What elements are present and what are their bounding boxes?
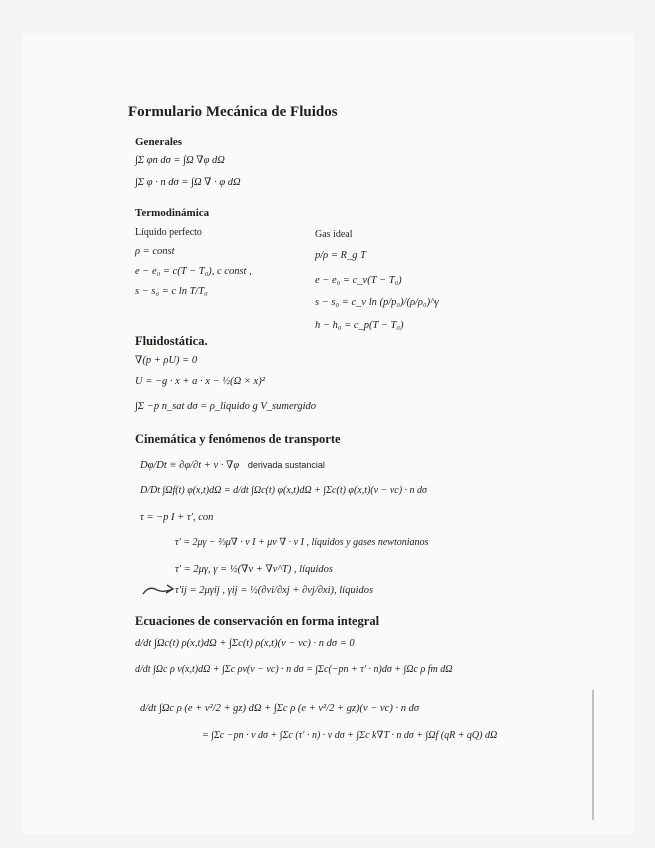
heading-conservacion: Ecuaciones de conservación en forma integral [135, 614, 380, 628]
equation-generales-1: ∫Σ φn dσ = ∫Ω ∇φ dΩ [135, 155, 225, 166]
equation-gas-4: h − h₀ = c_p(T − T₀) [315, 320, 404, 331]
equation-cinematica-4: τ′ = 2μγ − ⅔μ∇ · v I + μv ∇ · v I , líquidos y gases newtonianos [175, 537, 429, 548]
equation-gas-1: p/ρ = R_g T [315, 250, 366, 261]
equation-cinematica-2: D/Dt ∫Ωf(t) φ(x,t)dΩ = d/dt ∫Ωc(t) φ(x,t)dΩ + ∫Σc(t) φ(x,t)(v − vc) · n dσ [140, 485, 427, 496]
equation-generales-2: ∫Σ φ · n dσ = ∫Ω ∇ · φ dΩ [135, 177, 241, 188]
equation-liquido-1: ρ = const [135, 246, 175, 257]
equation-conservacion-1: d/dt ∫Ωc(t) ρ(x,t)dΩ + ∫Σc(t) ρ(x,t)(v − vc) · n dσ = 0 [135, 638, 355, 649]
equation-conservacion-2: d/dt ∫Ωc ρ v(x,t)dΩ + ∫Σc ρv(v − vc) · n dσ = ∫Σc(−pn + τ′ · n)dσ + ∫Ωc ρ fm dΩ [135, 664, 453, 675]
page-edge-shadow [592, 690, 594, 820]
equation-conservacion-4: = ∫Σc −pn · v dσ + ∫Σc (τ′ · n) · v dσ + ∫Σc k∇T · n dσ + ∫Ωf (qR + qQ) dΩ [202, 730, 498, 741]
equation-fluidostatica-3: ∫Σ −p n_sat dσ = ρ_liquido g V_sumergido [135, 401, 316, 412]
heading-termodinamica: Termodinámica [135, 207, 210, 219]
gas-ideal-label: Gas ideal [315, 229, 353, 240]
heading-cinematica: Cinemática y fenómenos de transporte [135, 432, 341, 446]
equation-cinematica-5: τ′ = 2μγ, γ = ½(∇v + ∇v^T) , líquidos [175, 564, 333, 575]
heading-generales: Generales [135, 136, 183, 148]
liquido-perfecto-label: Líquido perfecto [135, 227, 202, 238]
equation-gas-3: s − s₀ = c_v ln (p/p₀)/(ρ/ρ₀)^γ [315, 297, 439, 308]
equation-gas-2: e − e₀ = c_v(T − T₀) [315, 275, 402, 286]
equation-fluidostatica-1: ∇(p + ρU) = 0 [135, 355, 198, 366]
equation-cinematica-1 [140, 459, 325, 471]
document-title: Formulario Mecánica de Fluidos [128, 104, 338, 120]
equation-liquido-3: s − s₀ = c ln T/T₀ [135, 286, 208, 297]
equation-liquido-2: e − e₀ = c(T − T₀), c const , [135, 266, 252, 277]
equation-cinematica-1-formula: Dφ/Dt ≡ ∂φ/∂t + v · ∇φ [140, 460, 240, 471]
equation-conservacion-3: d/dt ∫Ωc ρ (e + v²/2 + gz) dΩ + ∫Σc ρ (e + v²/2 + gz)(v − vc) · n dσ [140, 703, 420, 714]
equation-cinematica-3: τ = −p I + τ′, con [140, 512, 214, 523]
equation-fluidostatica-2: U = −g · x + a · x − ½(Ω × x)² [135, 376, 265, 387]
equation-cinematica-1-note: derivada sustancial [247, 460, 325, 470]
handwritten-arrow-mark [141, 582, 175, 600]
equation-cinematica-6: τ′ij = 2μγij , γij = ½(∂vi/∂xj + ∂vj/∂xi), líquidos [175, 585, 374, 596]
heading-fluidostatica: Fluidostática. [135, 334, 208, 348]
